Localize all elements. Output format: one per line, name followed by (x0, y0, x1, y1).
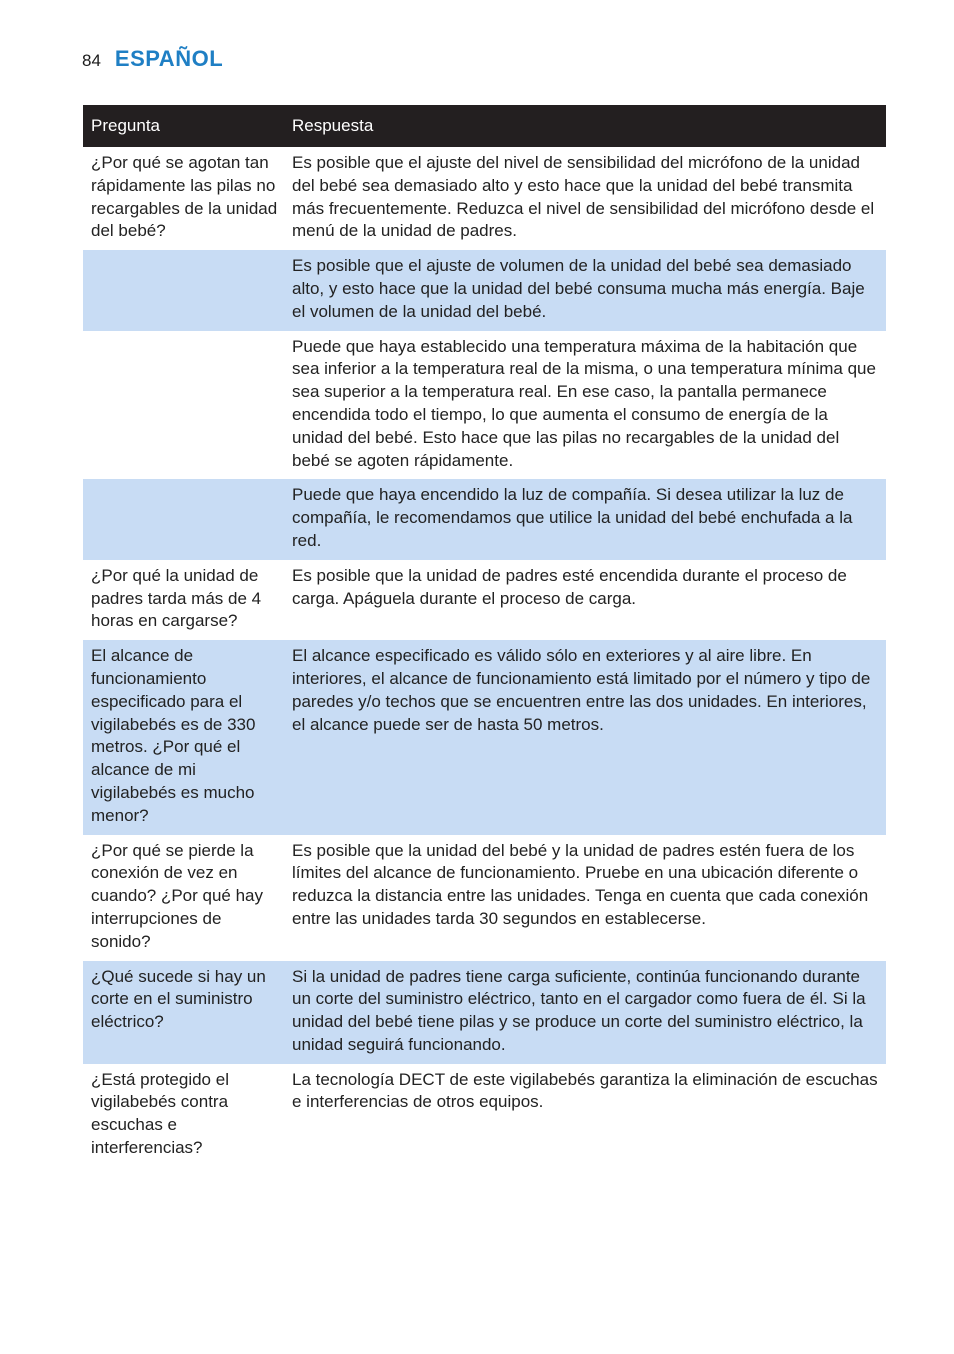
section-title: ESPAÑOL (114, 46, 224, 71)
table-row (83, 640, 886, 834)
answer-cell: Es posible que el ajuste del nivel de sensibilidad del micrófono de la unidad del bebé sea demasiado alto y esto hace que la unidad del bebé transmita más frecuentemente. Reduzca el nivel de sensibilidad del micrófono desde el menú de la unidad de padres. (292, 153, 875, 241)
page-header (82, 46, 223, 72)
answer-cell: La tecnología DECT de este vigilabebés garantiza la eliminación de escuchas e interferencias de otros equipos. (292, 1069, 878, 1112)
question-cell: El alcance de funcionamiento especificado para el vigilabebés es de 330 metros. ¿Por qué el alcance de mi vigilabebés es mucho menor? (83, 640, 284, 834)
table-row (83, 479, 886, 559)
answer-cell: Puede que haya encendido la luz de compañía. Si desea utilizar la luz de compañía, le recomendamos que utilice la unidad del bebé enchufada a la red. (284, 479, 886, 559)
troubleshooting-table (83, 105, 886, 1167)
answer-cell: El alcance especificado es válido sólo en exteriores y al aire libre. En interiores, el alcance de funcionamiento está limitado por el número y tipo de paredes y/o techos que se encuentren entre las dos unidades. En interiores, el alcance puede ser de hasta 50 metros. (284, 640, 886, 834)
answer-cell: Es posible que la unidad del bebé y la unidad de padres estén fuera de los límites del alcance de funcionamiento. Pruebe en una ubicación diferente o reduzca la distancia entre las unidades. Tenga en cuenta que cada conexión entre las unidades tarda 30 segundos en establecerse. (292, 840, 869, 928)
table-row (83, 331, 886, 480)
table-row (83, 147, 886, 250)
question-cell (83, 479, 284, 559)
question-cell (83, 250, 284, 330)
column-header-question: Pregunta (83, 105, 284, 147)
column-header-answer: Respuesta (284, 105, 886, 147)
answer-cell: Es posible que la unidad de padres esté encendida durante el proceso de carga. Apáguela durante el proceso de carga. (292, 565, 847, 608)
answer-cell: Es posible que el ajuste de volumen de la unidad del bebé sea demasiado alto, y esto hace que la unidad del bebé consuma mucha más energía. Baje el volumen de la unidad del bebé. (284, 250, 886, 330)
question-cell: ¿Por qué la unidad de padres tarda más de 4 horas en cargarse? (91, 565, 262, 631)
question-cell (83, 331, 284, 480)
table-row (83, 250, 886, 330)
question-cell: ¿Por qué se agotan tan rápidamente las pilas no recargables de la unidad del bebé? (91, 153, 278, 241)
question-cell: ¿Por qué se pierde la conexión de vez en cuando? ¿Por qué hay interrupciones de sonido? (91, 840, 264, 951)
question-cell: ¿Qué sucede si hay un corte en el suministro eléctrico? (83, 961, 284, 1064)
table-header-row (83, 105, 886, 147)
table-row (83, 560, 886, 640)
answer-cell: Puede que haya establecido una temperatura máxima de la habitación que sea inferior a la temperatura real de la misma, o una temperatura mínima que sea superior a la temperatura real. En ese caso, la pantalla permanece encendida todo el tiempo, lo que aumenta el consumo de energía de la unidad del bebé. Esto hace que las pilas no recargables de la unidad del bebé se agoten rápidamente. (292, 336, 876, 470)
table-header (83, 105, 886, 147)
question-cell: ¿Está protegido el vigilabebés contra escuchas e interferencias? (91, 1069, 229, 1158)
page-number: 84 (82, 51, 101, 70)
table-body (83, 147, 886, 1167)
table-row (83, 835, 886, 961)
table-row (83, 1064, 886, 1167)
table-row (83, 961, 886, 1064)
answer-cell: Si la unidad de padres tiene carga suficiente, continúa funcionando durante un corte del suministro eléctrico, tanto en el cargador como fuera de él. Si la unidad del bebé tiene pilas y se produce un corte del suministro eléctrico, la unidad seguirá funcionando. (284, 961, 886, 1064)
